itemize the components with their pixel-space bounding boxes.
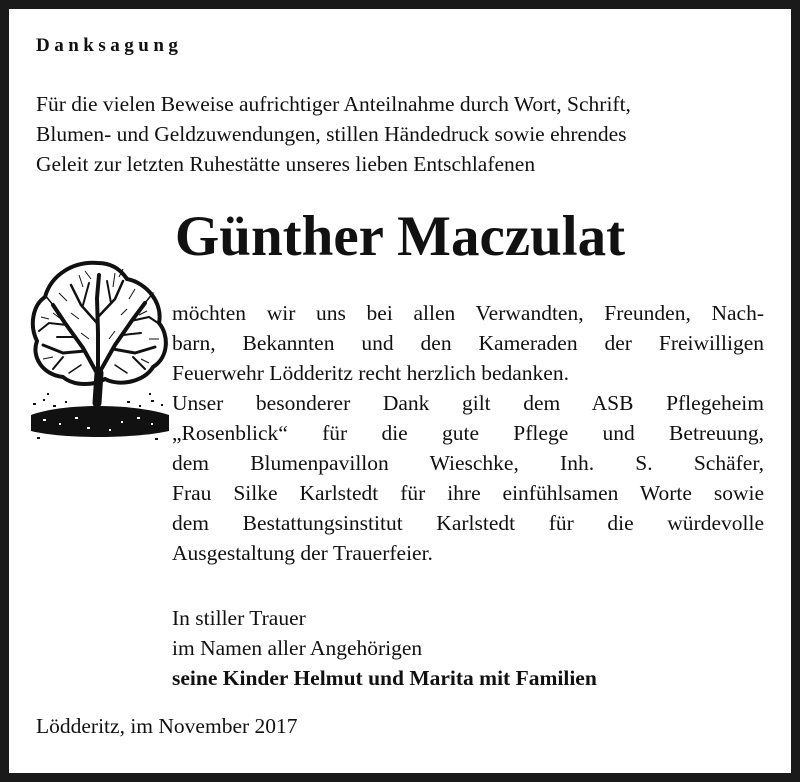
deceased-name: Günther Maczulat [174, 205, 626, 268]
body-line: Feuerwehr Lödderitz recht herzlich bedanken. [172, 361, 569, 385]
heading: Danksagung [36, 35, 183, 56]
body-line: Frau Silke Karlstedt für ihre einfühlsamen Worte sowie [172, 481, 764, 505]
body-line: möchten wir uns bei allen Verwandten, Freunden, Nach- [172, 301, 764, 325]
closing-block [172, 603, 732, 693]
body-line: dem Blumenpavillon Wieschke, Inh. S. Schäfer, [172, 451, 764, 475]
closing-line: im Namen aller Angehörigen [172, 636, 423, 660]
closing-line: In stiller Trauer [172, 606, 306, 630]
body-line: dem Bestattungsinstitut Karlstedt für die würdevolle [172, 511, 764, 535]
body-line: „Rosenblick“ für die gute Pflege und Betreuung, [172, 421, 764, 445]
thanks-paragraph [172, 298, 764, 568]
body-line: barn, Bekannten und den Kameraden der Freiwilligen [172, 331, 764, 355]
intro-line: Geleit zur letzten Ruhestätte unseres lieben Entschlafenen [36, 152, 536, 176]
obituary-notice [9, 9, 791, 773]
body-line: Ausgestaltung der Trauerfeier. [172, 541, 433, 565]
place-date: Lödderitz, im November 2017 [36, 714, 298, 738]
intro-line: Blumen- und Geldzuwendungen, stillen Händedruck sowie ehrendes [36, 122, 627, 146]
intro-line: Für die vielen Beweise aufrichtiger Anteilnahme durch Wort, Schrift, [36, 92, 631, 116]
body-line: Unser besonderer Dank gilt dem ASB Pflegeheim [172, 391, 764, 415]
signature: seine Kinder Helmut und Marita mit Familien [172, 666, 597, 690]
intro-paragraph [36, 89, 771, 179]
tree-icon [23, 253, 173, 449]
